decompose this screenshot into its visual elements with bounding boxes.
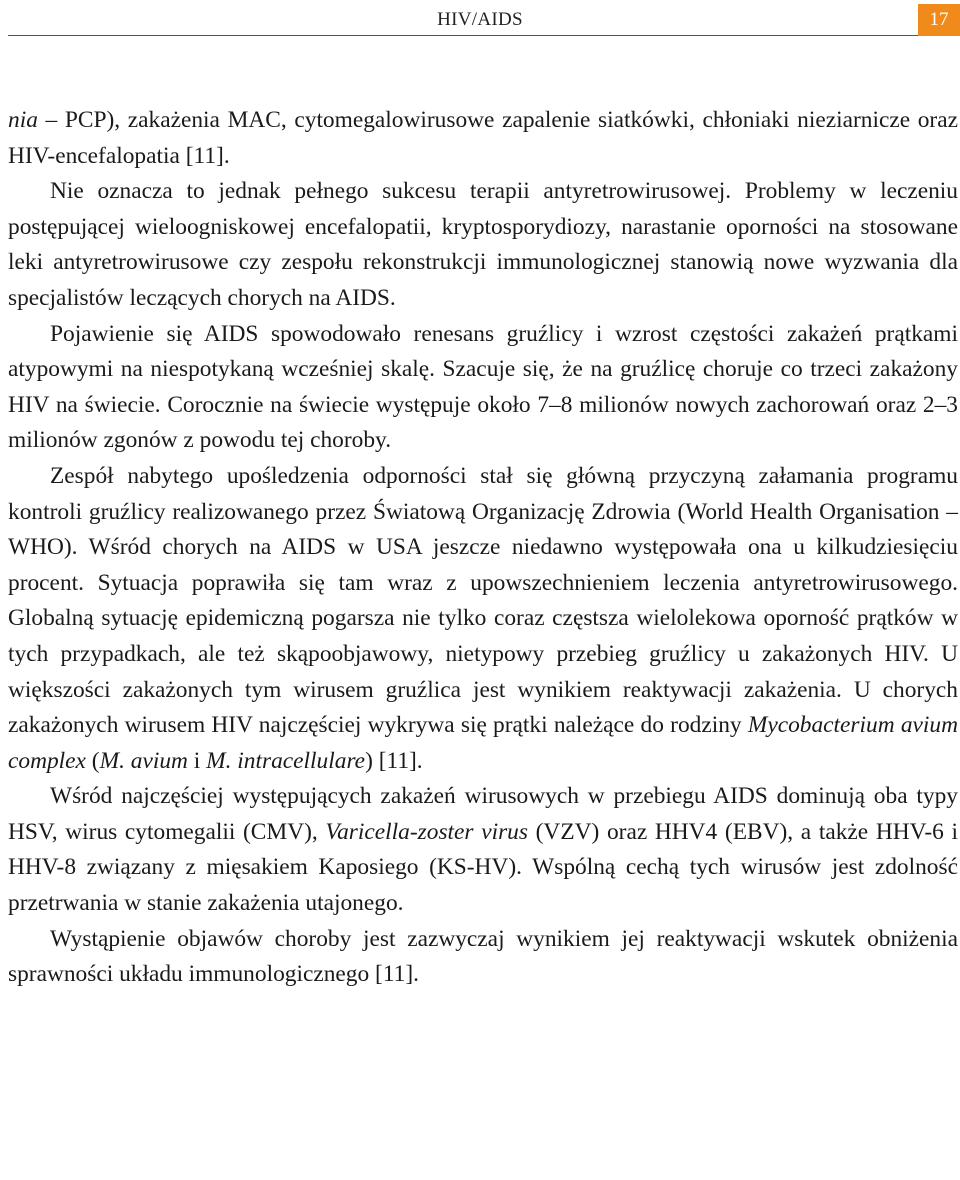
italic-text-run: M. intracellulare (206, 747, 366, 774)
paragraph (8, 459, 958, 779)
text-run: Zespół nabytego upośledzenia odporności stał się główną przyczyną załamania programu kontroli gruźlicy realizowanego przez Światową Organizację Zdrowia (World Health Organisation – WHO). Wśród chorych na AIDS w USA jeszcze niedawno występowała ona u kilkudziesięciu procent. Sytuacja poprawiła się tam wraz z upowszechnieniem leczenia antyretrowirusowego. Globalną sytuację epidemiczną pogarsza nie tylko coraz częstsza wielolekowa oporność prątków w tych przypadkach, ale też skąpoobjawowy, nietypowy przebieg gruźlicy u zakażonych HIV. U większości zakażonych tym wirusem gruźlica jest wynikiem reaktywacji zakażenia. U chorych zakażonych wirusem HIV najczęściej wykrywa się prątki należące do rodziny (8, 462, 958, 739)
article-body (8, 103, 958, 993)
italic-text-run: Mycobacterium avium complex (8, 712, 959, 774)
text-run: ( (85, 747, 100, 774)
text-run: ) [11]. (365, 747, 423, 774)
italic-text-run: nia (8, 107, 38, 133)
italic-text-run: Varicella-zoster virus (325, 818, 528, 845)
text-run: Nie oznacza to jednak pełnego sukcesu terapii antyretrowirusowej. Problemy w leczeniu postępującej wieloogniskowej encefalopatii, kryptosporydiozy, narastanie oporności na stosowane leki antyretrowirusowe czy zespołu rekonstrukcji immunologicznej stanowią nowe wyzwania dla specjalistów leczących chorych na AIDS. (8, 178, 958, 311)
paragraph (8, 922, 958, 993)
text-run: i (187, 747, 207, 774)
running-header-title: HIV/AIDS (437, 9, 523, 30)
paragraph (8, 779, 958, 921)
header-divider (8, 35, 918, 36)
paragraph (8, 103, 958, 174)
paragraph (8, 174, 958, 316)
text-run: – PCP), zakażenia MAC, cytomegalowirusowe zapalenie siatkówki, chłoniaki nieziarnicze oraz HIV-encefalopatia [11]. (8, 107, 958, 169)
text-run: Wystąpienie objawów choroby jest zazwyczaj wynikiem jej reaktywacji wskutek obniżenia sprawności układu immunologicznego [11]. (8, 925, 958, 988)
paragraph (8, 317, 958, 459)
text-run: Pojawienie się AIDS spowodowało renesans gruźlicy i wzrost częstości zakażeń prątkami atypowymi na niespotykaną wcześniej skalę. Szacuje się, że na gruźlicę choruje co trzeci zakażony HIV na świecie. Corocznie na świecie występuje około 7–8 milionów nowych zachorowań oraz 2–3 milionów zgonów z powodu tej choroby. (8, 320, 958, 454)
page-header (0, 0, 960, 36)
page-number-badge: 17 (918, 4, 960, 36)
text-run: (VZV) oraz HHV4 (EBV), a także HHV-6 i HHV-8 związany z mięsakiem Kaposiego (KS-HV). Wspólną cechą tych wirusów jest zdolność przetrwania w stanie zakażenia utajonego. (8, 818, 959, 917)
italic-text-run: M. avium (99, 747, 188, 774)
text-run: Wśród najczęściej występujących zakażeń wirusowych w przebiegu AIDS dominują oba typy HSV, wirus cytomegalii (CMV), (8, 783, 958, 845)
